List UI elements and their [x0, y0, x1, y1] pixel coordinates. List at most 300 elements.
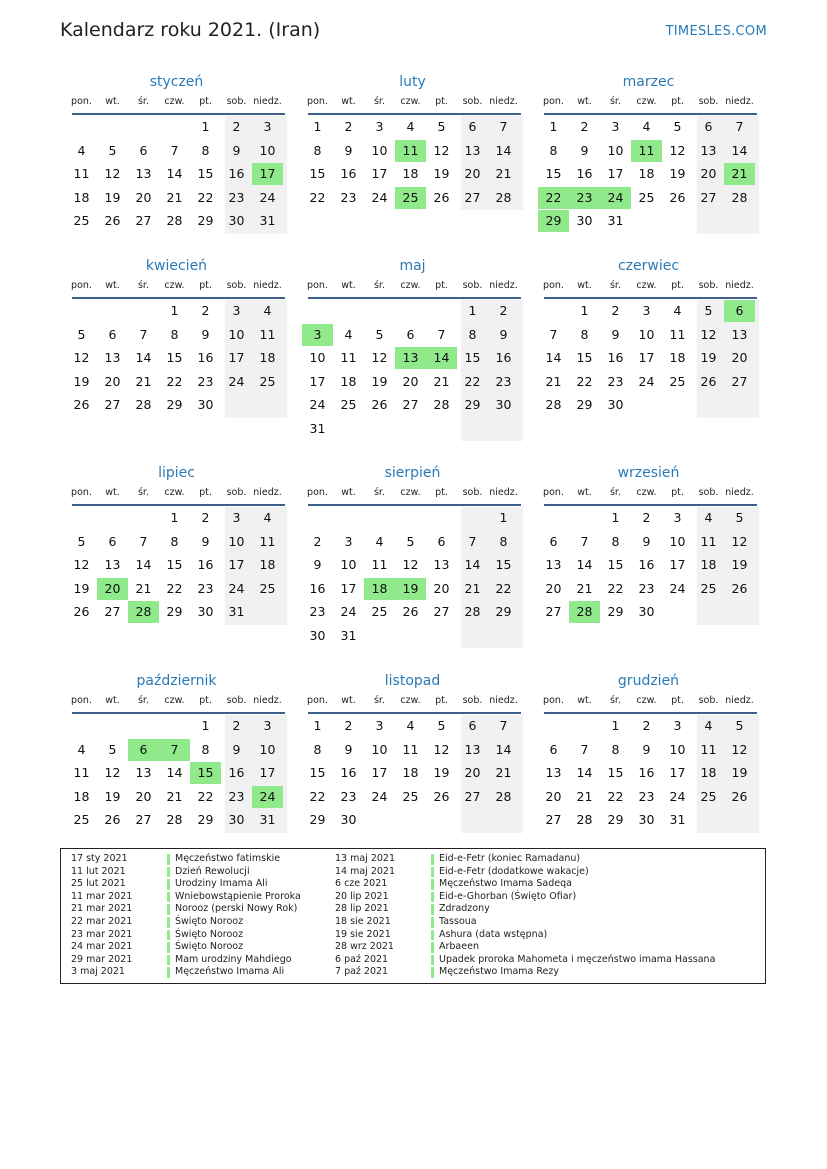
day: 26: [731, 580, 748, 596]
day: 10: [259, 142, 276, 158]
day: 3: [673, 510, 682, 525]
day: 29: [464, 397, 481, 412]
day: 20: [104, 373, 121, 389]
day: 30: [638, 604, 655, 619]
day: 29: [197, 812, 214, 827]
weekday-header: [302, 278, 523, 294]
day: 23: [228, 788, 245, 804]
day: 12: [73, 557, 90, 572]
holiday-day: 6: [128, 739, 159, 761]
day: 23: [197, 580, 214, 596]
day: 19: [669, 166, 686, 181]
day: 9: [232, 142, 241, 158]
weekday-label: niedz.: [489, 280, 518, 291]
holiday-name: Dzień Rewolucji: [175, 865, 250, 877]
site-link[interactable]: TIMESLES.COM: [665, 24, 767, 39]
weekday-label: czw.: [636, 280, 657, 291]
day: 25: [73, 812, 90, 827]
weekday-label: niedz.: [489, 96, 518, 107]
day: 25: [259, 373, 276, 389]
day: 21: [166, 189, 183, 205]
day: 26: [669, 189, 686, 205]
holiday-day: 25: [395, 187, 426, 209]
month-divider: [308, 113, 521, 115]
day: 27: [700, 189, 717, 205]
day: 17: [371, 765, 388, 780]
day: 26: [700, 373, 717, 389]
day: 9: [499, 326, 508, 342]
day: 15: [464, 350, 481, 365]
day: 27: [104, 397, 121, 412]
day: 11: [340, 350, 357, 365]
day: 2: [232, 119, 241, 134]
day: 9: [642, 741, 651, 757]
day: 22: [309, 189, 326, 205]
day: 2: [611, 303, 620, 318]
weekday-label: wt.: [341, 695, 356, 706]
weekday-label: sob.: [698, 280, 719, 291]
holiday-day: 23: [569, 187, 600, 209]
holiday-marker: [431, 955, 434, 966]
weekday-header: [66, 278, 287, 294]
holiday-date: 28 wrz 2021: [335, 941, 394, 953]
holiday-name: Tassoua: [439, 915, 477, 927]
holiday-date: 11 lut 2021: [71, 865, 126, 877]
day: 2: [344, 119, 353, 134]
day: 25: [259, 580, 276, 596]
day: 25: [700, 580, 717, 596]
day: 27: [545, 604, 562, 619]
day: 9: [344, 142, 353, 158]
day: 17: [638, 350, 655, 365]
day: 17: [309, 373, 326, 389]
weekday-label: śr.: [609, 695, 621, 706]
day: 18: [638, 166, 655, 181]
weekday-label: sob.: [462, 280, 483, 291]
holiday-marker: [167, 892, 170, 903]
month-divider: [544, 504, 757, 506]
day: 21: [545, 373, 562, 389]
weekday-label: pon.: [71, 487, 92, 498]
weekday-label: śr.: [373, 487, 385, 498]
day: 8: [201, 741, 210, 757]
day: 17: [340, 580, 357, 596]
day: 15: [576, 350, 593, 365]
day: 10: [371, 741, 388, 757]
day: 11: [669, 326, 686, 342]
holiday-day: 28: [128, 601, 159, 623]
weekday-label: wt.: [577, 695, 592, 706]
day: 25: [371, 604, 388, 619]
day: 14: [166, 765, 183, 780]
holiday-date: 17 sty 2021: [71, 853, 128, 864]
weekday-label: niedz.: [253, 96, 282, 107]
weekday-header: [66, 94, 287, 110]
day: 3: [642, 303, 651, 318]
day: 20: [464, 765, 481, 780]
day: 5: [437, 119, 446, 134]
day: 31: [259, 213, 276, 228]
holiday-name: Eid-e-Ghorban (Święto Ofiar): [439, 890, 577, 902]
day: 9: [201, 533, 210, 549]
day: 27: [135, 812, 152, 827]
holiday-name: Zdradzony: [439, 903, 490, 915]
holiday-name: Norooz (perski Nowy Rok): [175, 903, 298, 915]
weekday-label: sob.: [226, 280, 247, 291]
day: 22: [464, 373, 481, 389]
day: 23: [340, 189, 357, 205]
weekday-label: pon.: [307, 695, 328, 706]
holiday-name: Męczeństwo fatimskie: [175, 853, 281, 864]
holiday-day: 22: [538, 187, 569, 209]
weekday-label: niedz.: [253, 487, 282, 498]
day: 2: [201, 510, 210, 525]
day: 3: [263, 119, 272, 134]
weekday-label: sob.: [226, 96, 247, 107]
holiday-name: Męczeństwo Imama Rezy: [439, 966, 559, 978]
holiday-date: 6 cze 2021: [335, 878, 388, 890]
day: 18: [402, 166, 419, 181]
day: 17: [669, 765, 686, 780]
holiday-date: 14 maj 2021: [335, 865, 396, 877]
day: 28: [433, 397, 450, 412]
holiday-list: [60, 848, 766, 984]
day: 29: [607, 812, 624, 827]
weekday-label: wt.: [105, 695, 120, 706]
month-name: kwiecień: [145, 258, 208, 274]
day: 21: [135, 580, 152, 596]
day: 29: [576, 397, 593, 412]
day: 22: [576, 373, 593, 389]
month-name: maj: [399, 258, 426, 274]
day: 2: [580, 119, 589, 134]
weekday-label: pon.: [543, 695, 564, 706]
weekday-label: sob.: [698, 96, 719, 107]
weekday-label: śr.: [609, 487, 621, 498]
day: 7: [580, 741, 589, 757]
weekday-label: sob.: [226, 695, 247, 706]
day: 2: [642, 510, 651, 525]
holiday-date: 20 lip 2021: [335, 890, 389, 902]
weekday-label: śr.: [609, 96, 621, 107]
day: 16: [340, 765, 357, 780]
weekday-label: pon.: [543, 280, 564, 291]
weekday-label: niedz.: [725, 280, 754, 291]
day: 31: [259, 812, 276, 827]
day: 24: [638, 373, 655, 389]
day: 19: [73, 580, 90, 596]
day: 8: [201, 142, 210, 158]
day: 30: [228, 812, 245, 827]
weekday-label: wt.: [105, 96, 120, 107]
day: 1: [170, 510, 179, 525]
day: 12: [433, 741, 450, 757]
day: 12: [402, 557, 419, 572]
day: 3: [232, 303, 241, 318]
holiday-day: 17: [252, 163, 283, 185]
day: 6: [468, 119, 477, 134]
day: 15: [607, 557, 624, 572]
holiday-marker: [167, 854, 170, 865]
day: 12: [104, 765, 121, 780]
day: 4: [704, 718, 713, 733]
day: 5: [735, 718, 744, 733]
weekday-label: czw.: [636, 695, 657, 706]
weekday-label: pt.: [199, 280, 212, 291]
day: 5: [406, 533, 415, 549]
weekday-label: wt.: [341, 487, 356, 498]
weekday-label: niedz.: [489, 695, 518, 706]
weekday-label: niedz.: [725, 695, 754, 706]
day: 13: [135, 765, 152, 780]
day: 22: [197, 189, 214, 205]
day: 5: [673, 119, 682, 134]
day: 31: [669, 812, 686, 827]
weekday-label: wt.: [577, 487, 592, 498]
day: 12: [433, 142, 450, 158]
day: 21: [135, 373, 152, 389]
holiday-name: Święto Norooz: [175, 941, 244, 953]
weekday-label: czw.: [164, 96, 185, 107]
month-divider: [544, 113, 757, 115]
day: 14: [495, 741, 512, 757]
day: 2: [201, 303, 210, 318]
holiday-name: Ashura (data wstępna): [439, 928, 548, 940]
weekday-label: pt.: [671, 487, 684, 498]
day: 12: [73, 350, 90, 365]
day: 24: [309, 397, 326, 412]
day: 29: [607, 604, 624, 619]
day: 13: [731, 326, 748, 342]
weekday-label: pt.: [671, 280, 684, 291]
day: 19: [433, 765, 450, 780]
holiday-name: Eid-e-Fetr (koniec Ramadanu): [439, 853, 581, 864]
day: 9: [344, 741, 353, 757]
day: 28: [464, 604, 481, 619]
day: 25: [402, 788, 419, 804]
weekday-label: czw.: [164, 280, 185, 291]
day: 20: [731, 350, 748, 365]
day: 13: [464, 741, 481, 757]
day: 28: [576, 812, 593, 827]
day: 29: [166, 397, 183, 412]
holiday-name: Eid-e-Fetr (dodatkowe wakacje): [439, 865, 589, 877]
page-title: Kalendarz roku 2021. (Iran): [60, 19, 321, 41]
day: 1: [580, 303, 589, 318]
weekday-label: pt.: [199, 487, 212, 498]
day: 16: [228, 166, 245, 181]
day: 20: [545, 580, 562, 596]
day: 22: [607, 788, 624, 804]
month-name: marzec: [622, 74, 675, 90]
weekday-label: sob.: [226, 487, 247, 498]
day: 30: [495, 397, 512, 412]
day: 16: [309, 580, 326, 596]
weekday-label: sob.: [698, 487, 719, 498]
weekday-label: sob.: [462, 695, 483, 706]
day: 14: [576, 765, 593, 780]
holiday-day: 14: [426, 347, 457, 369]
day: 1: [170, 303, 179, 318]
day: 20: [433, 580, 450, 596]
day: 26: [73, 604, 90, 619]
holiday-name: Męczeństwo Imama Ali: [175, 966, 285, 978]
weekday-label: pt.: [435, 280, 448, 291]
day: 31: [309, 420, 326, 436]
day: 8: [549, 142, 558, 158]
day: 13: [433, 557, 450, 572]
weekday-label: czw.: [400, 487, 421, 498]
day: 11: [73, 765, 90, 780]
day: 21: [495, 166, 512, 181]
holiday-marker: [431, 917, 434, 928]
holiday-marker: [431, 879, 434, 890]
day: 11: [259, 533, 276, 549]
weekday-label: czw.: [164, 487, 185, 498]
day: 4: [77, 142, 86, 158]
day: 16: [638, 557, 655, 572]
day: 11: [402, 741, 419, 757]
weekday-label: pon.: [307, 487, 328, 498]
month-name: grudzień: [617, 673, 680, 689]
day: 26: [104, 812, 121, 827]
holiday-day: 24: [600, 187, 631, 209]
weekday-label: pon.: [71, 695, 92, 706]
day: 5: [77, 326, 86, 342]
day: 20: [402, 373, 419, 389]
day: 18: [402, 765, 419, 780]
day: 22: [495, 580, 512, 596]
holiday-name: Męczeństwo Imama Sadeqa: [439, 878, 572, 890]
day: 1: [201, 718, 210, 733]
holiday-day: 7: [159, 739, 190, 761]
day: 11: [700, 533, 717, 549]
weekday-header: [538, 485, 759, 501]
day: 21: [495, 765, 512, 780]
day: 17: [607, 166, 624, 181]
day: 24: [371, 788, 388, 804]
weekday-label: wt.: [577, 96, 592, 107]
weekday-header: [302, 94, 523, 110]
holiday-day: 29: [538, 210, 569, 232]
day: 29: [197, 213, 214, 228]
day: 9: [201, 326, 210, 342]
day: 16: [638, 765, 655, 780]
day: 27: [104, 604, 121, 619]
day: 10: [228, 326, 245, 342]
day: 8: [170, 533, 179, 549]
holiday-marker: [431, 967, 434, 978]
day: 29: [309, 812, 326, 827]
day: 12: [104, 166, 121, 181]
weekday-header: [538, 94, 759, 110]
day: 31: [228, 604, 245, 619]
day: 20: [700, 166, 717, 181]
day: 6: [139, 142, 148, 158]
day: 23: [197, 373, 214, 389]
day: 12: [731, 533, 748, 549]
day: 2: [642, 718, 651, 733]
day: 26: [371, 397, 388, 412]
day: 8: [468, 326, 477, 342]
weekday-label: pt.: [435, 695, 448, 706]
day: 15: [197, 166, 214, 181]
day: 23: [309, 604, 326, 619]
weekday-label: czw.: [400, 695, 421, 706]
month-name: sierpień: [384, 465, 441, 481]
month-name: październik: [136, 673, 217, 689]
day: 15: [309, 765, 326, 780]
holiday-marker: [167, 967, 170, 978]
day: 7: [139, 533, 148, 549]
day: 8: [313, 741, 322, 757]
day: 28: [545, 397, 562, 412]
day: 21: [166, 788, 183, 804]
day: 27: [402, 397, 419, 412]
day: 16: [576, 166, 593, 181]
day: 14: [166, 166, 183, 181]
day: 5: [77, 533, 86, 549]
weekday-label: śr.: [373, 280, 385, 291]
month-divider: [72, 297, 285, 299]
day: 5: [108, 741, 117, 757]
weekday-label: śr.: [609, 280, 621, 291]
day: 4: [406, 119, 415, 134]
month-name: luty: [399, 74, 426, 90]
holiday-date: 3 maj 2021: [71, 966, 125, 978]
day: 11: [700, 741, 717, 757]
day: 1: [468, 303, 477, 318]
day: 7: [170, 142, 179, 158]
holiday-day: 15: [190, 762, 221, 784]
day: 20: [135, 189, 152, 205]
holiday-date: 25 lut 2021: [71, 878, 126, 890]
holiday-marker: [167, 867, 170, 878]
day: 4: [673, 303, 682, 318]
day: 20: [545, 788, 562, 804]
day: 12: [731, 741, 748, 757]
day: 5: [437, 718, 446, 733]
holiday-day: 11: [395, 140, 426, 162]
day: 8: [611, 533, 620, 549]
day: 21: [576, 580, 593, 596]
day: 7: [499, 718, 508, 733]
day: 26: [731, 788, 748, 804]
day: 28: [495, 189, 512, 205]
month-name: listopad: [384, 673, 441, 689]
day: 3: [263, 718, 272, 733]
weekday-label: wt.: [105, 280, 120, 291]
day: 24: [228, 373, 245, 389]
holiday-marker: [167, 930, 170, 941]
weekday-label: sob.: [698, 695, 719, 706]
weekday-label: pt.: [199, 695, 212, 706]
weekday-header: [66, 693, 287, 709]
weekday-label: czw.: [400, 280, 421, 291]
day: 22: [309, 788, 326, 804]
holiday-day: 21: [724, 163, 755, 185]
weekday-label: czw.: [164, 695, 185, 706]
month-divider: [544, 712, 757, 714]
day: 6: [108, 533, 117, 549]
holiday-name: Wniebowstąpienie Proroka: [175, 890, 301, 902]
holiday-day: 19: [395, 578, 426, 600]
day: 4: [263, 303, 272, 318]
day: 12: [669, 142, 686, 158]
holiday-marker: [167, 942, 170, 953]
day: 18: [73, 189, 90, 205]
day: 27: [464, 788, 481, 804]
